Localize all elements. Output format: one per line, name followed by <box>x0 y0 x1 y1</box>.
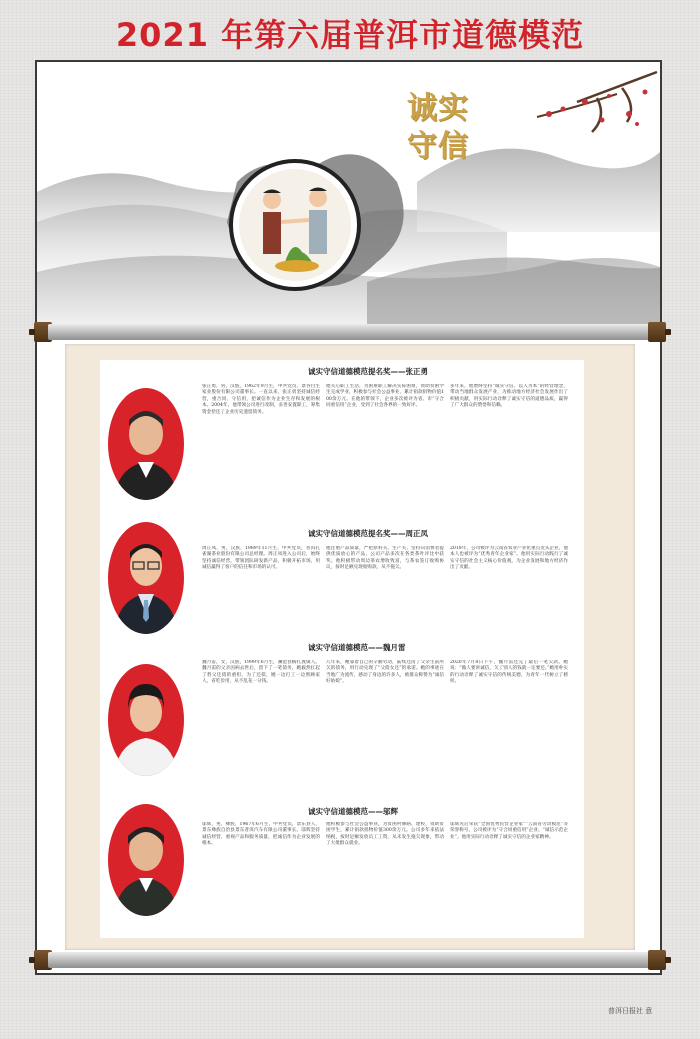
entry-text: 魏月雷，女，汉族，1999年6月生，澜沧县糯扎渡镇人。魏月雷的父亲因病去世后，留下了一笔债务，她毅然扛起了替父还债的重担。为了还债，她一边打工一边照顾家人，省吃俭用，从不乱花一分钱。 <box>202 660 320 685</box>
entry-text: 他注重产品质量，严把原料关、生产关，坚持向消费者提供优质放心的产品，公司产品多次在各类茶叶评比中获奖。他积极带动周边茶农增收致富，与茶农签订收购协议，按时足额兑现收购款，从不拖欠。 <box>326 546 444 571</box>
entry-text: 邬辉先后荣获“全国优秀民营企业家”“云南省劳动模范”等荣誉称号，公司被评为“守合同重信用”企业、“诚信示范企业”。他用实际行动诠释了诚实守信的企业家精神。 <box>450 822 568 840</box>
entry-text: 多年来，他始终坚持“诚实守信、以人为本”的经营理念，带动当地群众发展产业，为推动地方经济社会发展作出了积极贡献，用实际行动诠释了诚实守信的道德品质，赢得了广大群众的赞誉和信赖。 <box>450 384 568 409</box>
entry-title: 诚实守信道德模范提名奖——张正勇 <box>308 367 428 376</box>
entry-text: 他积极参与社会公益事业，为贫困村修路、建校，资助贫困学生，累计捐款捐物价值300余万元。公司多年来依法纳税，按时足额发放员工工资，从未发生拖欠现象，带动了大批群众就业。 <box>326 822 444 847</box>
entry-text: 2020年7月8日下午，魏月雷还完了最后一笔欠款。她说：“做人要讲诚信，欠了别人的钱就一定要还。”她用朴实的行动诠释了诚实守信的传统美德，为青年一代树立了榜样。 <box>450 660 568 685</box>
entry-text: 邬辉，男，彝族，1967年6月生，中共党员，景东县人，景东彝族自治县景东普洱汽车有限公司董事长。邬辉坚持诚信经营，重视产品和服务质量，把诚信作为企业发展的根本。 <box>202 822 320 847</box>
entry-text: 他关心职工生活，为困难职工解决实际困难，资助贫困学生完成学业，积极参与社会公益事业，累计捐款捐物价值100余万元。在他的带领下，企业多次被评为省、市“守合同重信用”企业，受到了社会各界的一致好评。 <box>326 384 444 409</box>
portrait-photo <box>108 388 184 500</box>
footer-credit: 普洱日报社 意 <box>608 1007 653 1015</box>
portrait-photo <box>108 804 184 916</box>
scroll-bottom-rod <box>0 948 700 972</box>
entry-text: 几年来，她靠着自己的辛勤劳动，陆续还清了父亲生前所欠的债务，用行动兑现了“父债女还”的承诺。她的事迹在当地广为流传，感动了身边的许多人，被群众称赞为“诚信好姑娘”。 <box>326 660 444 685</box>
entry-text: 周正凤，男，汉族，1989年11月生，中共党员，普洱孔雀湖茶业股份有限公司总经理。周正凤进入公司后，始终坚持诚信经营，带领团队研发新产品，积极开拓市场，用诚信赢得了客户的信任和市场的认可。 <box>202 546 320 571</box>
scroll-top-rod <box>0 320 700 344</box>
entry-title: 诚实守信道德模范提名奖——周正凤 <box>308 529 428 538</box>
entry-text: 张正勇，男，汉族，1962年9月生，中共党员，景谷白生家业股份有限公司董事长。一直以来，张正勇坚持诚信经营，重合同、守信用，把诚信作为企业生存和发展的根本。2004年，他带领公司进行改制，妥善安置职工，筹集资金偿还了企业历史遗留债务。 <box>202 384 320 415</box>
page-title: 2021 年第六届普洱市道德模范 <box>115 16 585 54</box>
entry-title: 诚实守信道德模范——魏月雷 <box>308 643 406 652</box>
portrait-photo <box>108 522 184 634</box>
portrait-photo <box>108 664 184 776</box>
ink-landscape-illustration <box>37 62 660 332</box>
entry-title: 诚实守信道德模范——邬辉 <box>308 807 398 816</box>
theme-title: 诚实守信 <box>407 91 469 164</box>
entry-text: 2018年，公司被评为云南省农业产业化重点龙头企业，他本人也被评为“优秀青年企业家”。他用实际行动践行了诚实守信的社会主义核心价值观，为企业发展和地方经济作出了贡献。 <box>450 546 568 571</box>
